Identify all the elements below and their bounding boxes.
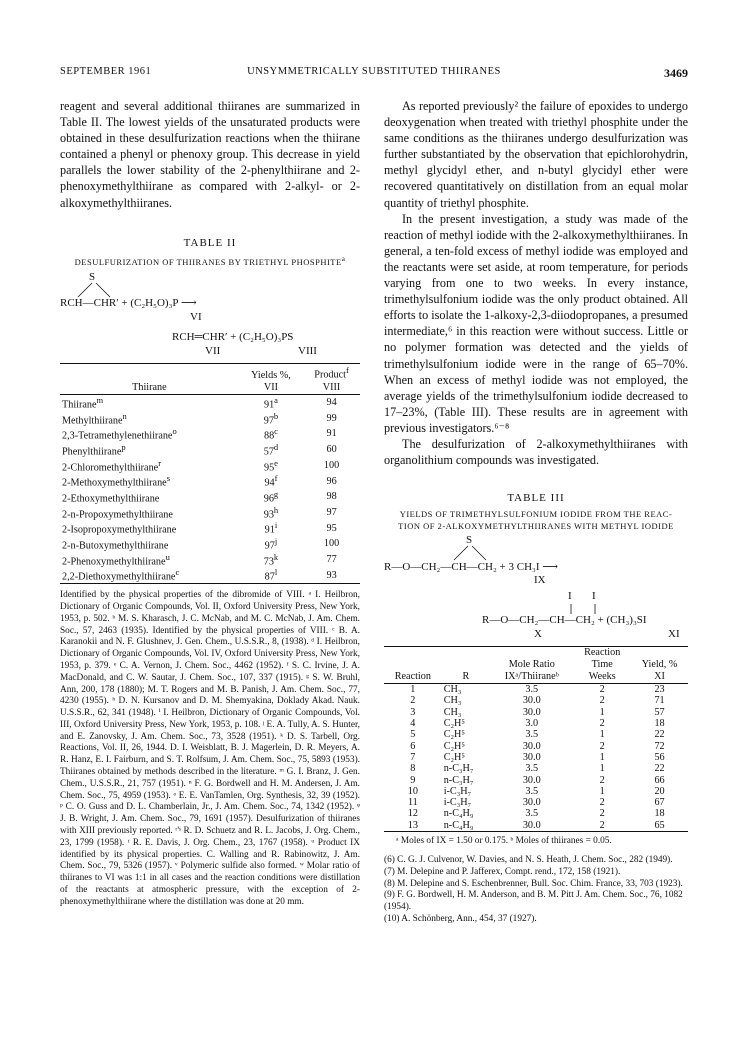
table-row: [384, 808, 688, 819]
table-row: [384, 718, 688, 729]
yield-xi: 72: [654, 740, 665, 752]
header-date: SEPTEMBER 1961: [60, 66, 152, 77]
table3-body: [384, 684, 688, 832]
reaction-weeks: 2: [599, 684, 605, 696]
yield-viii: 93: [326, 569, 337, 581]
right-paragraph-2: In the present investigation, a study was made of the reaction of methyl iodide with the 2-alkoxymethylthiiranes. In general, a ten-fold excess of methyl iodide was employed and the reactants were set aside, at room temperature, for periods varying from one to two weeks. In every instance, trimethylsulfonium iodide was the only product obtained. All efforts to isolate the 1-alkoxy-2,3-diiodopropanes, a presumed intermediate,⁶ in this reaction were without success. Little or no polymer formation was detected and the yields of trimethylsulfonium iodide were in the range of 65–70%. When an excess of methyl iodide was not employed, the average yields of the trimethylsulfonium iodide decreased to 17–23%, (Table III). These results are in agreement with previous investigators.⁶⁻⁸: [384, 211, 688, 435]
reaction-number: 4: [410, 718, 416, 730]
mole-ratio: 3.5: [525, 684, 539, 696]
table-row: [384, 695, 688, 706]
r-group: C₂H⁵: [443, 729, 465, 741]
table3: [384, 646, 688, 832]
mole-ratio: 30.0: [522, 740, 541, 752]
r-group: CH₃: [443, 695, 462, 707]
thiirane-name: Phenylthiirane$^p$: [62, 441, 126, 458]
yield-xi: 18: [654, 808, 665, 820]
yield-xi: 66: [654, 774, 665, 786]
table-row: [384, 752, 688, 763]
reaction-number: 6: [410, 740, 416, 752]
table2-reaction-scheme: [60, 269, 360, 359]
thiirane-name: 2,3-Tetramethylenethiirane$^o$: [62, 426, 177, 442]
table-row: [60, 489, 360, 505]
references: [384, 855, 688, 926]
yield-vii: 87$^l$: [264, 567, 278, 583]
thiirane-name: 2,2-Diethoxymethylthiirane$^c$: [62, 567, 180, 583]
yield-vii: 88$^c$: [263, 426, 278, 442]
table-row: [60, 520, 360, 536]
left-paragraph: reagent and several additional thiiranes are summarized in Table II. The lowest yields of the unsaturated products were obtained in these desulfurization reactions when the thiirane contained a phenyl or phenoxy group. This decrease in yield parallels the lower stability of the 2-phenylthiirane and 2-phenoxymethylthiirane as compared with 2-alkyl- or 2-alkoxymethylthiiranes.: [60, 99, 360, 210]
mole-ratio: 3.5: [525, 785, 539, 797]
table3-col-time: Reaction Time Weeks: [573, 647, 631, 684]
yield-xi: 23: [654, 684, 665, 696]
rxn2-reactant: RCH—CHR′ + (C₂H₅O)₃P ⟶: [60, 297, 197, 310]
reference-item: (10) A. Schönberg, Ann., 454, 37 (1927).: [384, 914, 537, 924]
reaction-weeks: 2: [599, 695, 605, 707]
mole-ratio: 30.0: [522, 751, 541, 763]
reaction-weeks: 2: [599, 718, 605, 730]
mole-ratio: 3.5: [525, 763, 539, 775]
r-group: n-C₄H₉: [443, 808, 474, 820]
yield-xi: 57: [654, 706, 665, 718]
thiirane-name: Thiirane$^m$: [62, 394, 104, 411]
yield-xi: 71: [654, 695, 665, 707]
rxn2-product: RCH═CHR′ + (C₂H₅O)₃PS: [172, 331, 294, 344]
yield-viii: 97: [326, 506, 337, 518]
table-row: [384, 707, 688, 718]
reaction-number: 1: [410, 684, 416, 696]
table-row: [60, 458, 360, 474]
table3-reaction-scheme: [384, 534, 688, 641]
table-row: [60, 536, 360, 552]
mole-ratio: 3.5: [525, 808, 539, 820]
reaction-weeks: 2: [599, 819, 605, 831]
yield-xi: 65: [654, 819, 665, 831]
table2-col-thiirane: Thiirane: [60, 364, 239, 394]
reaction-number: 2: [410, 695, 416, 707]
table3-col-ratio: Mole Ratio IXᵃ/Thiiraneᵇ: [490, 647, 573, 684]
table3-header-row: [384, 647, 688, 684]
yield-viii: 100: [323, 459, 340, 471]
rxn3-sulfur: S: [466, 534, 473, 547]
yield-xi: 18: [654, 718, 665, 730]
reaction-number: 11: [407, 797, 418, 809]
table-row: [384, 775, 688, 786]
right-paragraph-1: As reported previously² the failure of epoxides to undergo deoxygenation when treated with triethyl phosphite under the same conditions as the thiiranes undergo desulfurization was further substantiated by the observation that epichlorohydrin, methyl glycidyl ether, and n-butyl glycidyl ether were recovered quantitatively on distillation from an equal molar quantity of triethyl phosphite.: [384, 99, 688, 210]
table2-caption: DESULFURIZATION OF THIIRANES BY TRIETHYL PHOSPHITE$^a$: [74, 254, 346, 267]
thiirane-name: 2-Ethoxymethylthiirane: [62, 493, 160, 505]
left-column: [60, 98, 360, 909]
thiirane-name: 2-Methoxymethylthiirane$^s$: [62, 473, 170, 489]
r-group: C₂H⁵: [443, 751, 465, 763]
table3-col-reaction: Reaction: [384, 647, 442, 684]
reaction-number: 10: [407, 785, 418, 797]
mole-ratio: 3.5: [525, 729, 539, 741]
table2-header-row: [60, 364, 360, 394]
reaction-number: 13: [407, 819, 418, 831]
table-row: [60, 442, 360, 458]
r-group: n-C₃H₇: [443, 774, 474, 786]
yield-viii: 77: [326, 553, 337, 565]
yield-vii: 96$^g$: [263, 489, 279, 505]
reference-item: (7) M. Delepine and P. Jafferex, Compt. rend., 172, 158 (1921).: [384, 866, 621, 877]
yield-xi: 67: [654, 797, 665, 809]
yield-vii: 95e: [263, 457, 278, 474]
yield-xi: 22: [654, 729, 665, 741]
yield-viii: 99: [326, 412, 337, 424]
thiirane-name: 2-Isopropoxymethylthiirane: [62, 524, 177, 536]
r-group: CH₃: [443, 684, 462, 696]
table-row: [60, 411, 360, 427]
reaction-weeks: 1: [599, 751, 605, 763]
rxn2-sulfur: S: [89, 271, 96, 284]
table3-col-yield: Yield, % XI: [631, 647, 688, 684]
reaction-weeks: 1: [599, 763, 605, 775]
table-row: [60, 567, 360, 583]
yield-viii: 98: [326, 491, 337, 503]
reference-item: (9) F. G. Bordwell, H. M. Anderson, and B. M. Pitt J. Am. Chem. Soc., 76, 1082 (1954).: [384, 890, 683, 913]
table2-footnotes: Identified by the physical properties of the dibromide of VIII. ᵃ I. Heilbron, Dictionary of Organic Compounds, Vol. II, Oxford University Press, New York, 1953, p. 502. ᵇ M. S. Kharasch, J. C. McNab, and M. C. McNab, J. Am. Chem. Soc., 57, 2463 (1935). Identified by the physical properties of VIII. ᶜ B. A. Karanokii and N. F. Glushnev, J. Gen. Chem., U.S.S.R., 8, (1938). ᵈ I. Heilbron, Dictionary of Organic Compounds, Vol. IV, Oxford University Press, New York, 1953, p. 379. ᵉ C. A. Vernon, J. Chem. Soc., 4462 (1952). ᶠ S. C. Irvine, J. A. MacDonald, and C. W. Sautar, J. Chem. Soc., 107, 337 (1915). ᵍ S. W. Bruhl, Ann, 200, 178 (1880); M. T. Rogers and M. B. Panish, J. Am. Chem. Soc., 77, 4230 (1955). ʰ D. N. Kursanov and D. M. Shemyakina, Doklady Akad. Nauk. U.S.S.R., 62, 341 (1948). ⁱ I. Heilbron, Dictionary of Organic Compounds, Vol. III, Oxford University Press, New York, 1953, p. 108. ʲ E. A. Tully, A. S. Hunter, and E. Zanovsky, J. Am. Chem. Soc., 73, 3528 (1951). ᵏ D. S. Tarbell, Org. Reactions, Vol. II, 26, 1944. D. I. Weisblatt, B. J. Magerlein, D. R. Meyers, A. R. Hanz, E. I. Fairburn, and S. T. Rolfsum, J. Am. Chem. Soc., 75, 5893 (1953). Thiiranes obtained by methods described in the literature. ᵐ G. I. Branz, J. Gen. Chem., U.S.S.R., 21, 757 (1951). ⁿ F. G. Bordwell and H. M. Andersen, J. Am. Chem. Soc., 75, 4959 (1953). ᵒ E. E. VanTamlen, Org. Synthesis, 32, 39 (1952). ᵖ C. O. Guss and D. L. Chamberlain, Jr., J. Am. Chem. Soc., 74, 1342 (1952). ᵠ J. B. Wright, J. Am. Chem. Soc., 79, 1691 (1957). Desulfurization of thiiranes with XIII previously reported. ʳ'ˢ R. D. Schuetz and R. L. Jacobs, J. Org. Chem., 23, 1799 (1958). ᵗ R. E. Davis, J. Org. Chem., 23, 1767 (1958). ᵘ Product IX identified by its physical properties. C. Walling and R. Rabinowitz, J. Am. Chem. Soc., 79, 5326 (1957). ᵛ Polymeric sulfide also formed. ʷ Molar ratio of thiiranes to VI was 1:1 in all cases and the reaction conditions were distillation of the reactants at atmospheric pressure, with the exception of 2-phenoxymethylthiirane where the distillation was done at 20 mm.: [60, 590, 360, 907]
thiirane-name: Methylthiirane$^n$: [62, 410, 127, 426]
reaction-number: 5: [410, 729, 416, 741]
mole-ratio: 30.0: [522, 797, 541, 809]
reaction-number: 12: [407, 808, 418, 820]
reference-item: (6) C. G. J. Culvenor, W. Davies, and N. S. Heath, J. Chem. Soc., 282 (1949).: [384, 855, 673, 866]
reaction-number: 9: [410, 774, 416, 786]
r-group: C₂H⁵: [443, 740, 465, 752]
mole-ratio: 30.0: [522, 819, 541, 831]
table-row: [384, 729, 688, 740]
r-group: C₂H⁵: [443, 718, 465, 730]
reaction-weeks: 2: [599, 774, 605, 786]
yield-xi: 22: [654, 763, 665, 775]
rxn3-product-label-x: X: [534, 628, 542, 641]
table-row: [384, 763, 688, 774]
table-row: [60, 552, 360, 568]
yield-vii: 93$^h$: [263, 504, 279, 521]
rxn3-iodine-2: I: [592, 590, 596, 603]
page-number: 3469: [664, 66, 688, 80]
reaction-weeks: 1: [599, 706, 605, 718]
mole-ratio: 3.0: [525, 718, 539, 730]
yield-vii: 73$^k$: [263, 551, 279, 568]
yield-viii: 100: [323, 538, 340, 550]
reaction-weeks: 1: [599, 785, 605, 797]
mole-ratio: 30.0: [522, 706, 541, 718]
table3-title: TABLE III: [507, 492, 565, 505]
yield-xi: 20: [654, 785, 665, 797]
table-row: [384, 820, 688, 832]
rxn3-product-label-xi: XI: [668, 628, 680, 641]
rxn2-product-label-viii: VIII: [298, 345, 317, 358]
table3-col-r: R: [442, 647, 490, 684]
thiirane-name: 2-Phenoxymethylthiirane$^u$: [62, 551, 170, 568]
thiirane-name: 2-n-Propoxymethylthiirane: [62, 509, 173, 521]
table-row: [384, 797, 688, 808]
yield-vii: 94$^f$: [264, 473, 278, 489]
yield-viii: 96: [326, 475, 337, 487]
table2-body: [60, 394, 360, 583]
yield-vii: 97$^j$: [264, 536, 278, 552]
reaction-weeks: 2: [599, 740, 605, 752]
r-group: n-C₃H₇: [443, 763, 474, 775]
table2-col-yields: Yields %, VII: [239, 364, 303, 394]
thiirane-name: 2-n-Butoxymethylthiirane: [62, 540, 169, 552]
reaction-weeks: 2: [599, 797, 605, 809]
table-row: [384, 684, 688, 696]
yield-vii: 97$^b$: [263, 410, 279, 426]
yield-vii: 91$^a$: [263, 394, 278, 411]
yield-xi: 56: [654, 751, 665, 763]
reaction-number: 3: [410, 706, 416, 718]
running-header: [60, 66, 688, 84]
rxn3-reactant: R—O—CH₂—CH—CH₂ + 3 CH₃I ⟶: [384, 561, 559, 574]
thiirane-name: 2-Chloromethylthiirane$^r$: [62, 457, 162, 474]
table2-title: TABLE II: [183, 236, 237, 249]
table-row: [60, 426, 360, 442]
reference-item: (8) M. Delepine and S. Eschenbrenner, Bull. Soc. Chim. France, 33, 703 (1923).: [384, 878, 683, 889]
yield-viii: 60: [326, 444, 337, 456]
rxn3-product: R—O—CH₂—CH—CH₂ + (CH₃)₃SI: [482, 614, 647, 627]
r-group: CH₃: [443, 706, 462, 718]
mole-ratio: 30.0: [522, 695, 541, 707]
yield-viii: 91: [326, 428, 337, 440]
table3-footnote: ᵃ Moles of IX = 1.50 or 0.175. ᵇ Moles of thiiranes = 0.05.: [396, 836, 612, 847]
reaction-weeks: 1: [599, 729, 605, 741]
rxn3-reactant-label: IX: [534, 574, 546, 587]
right-paragraph-3: The desulfurization of 2-alkoxymethylthiiranes with organolithium compounds was investigated.: [384, 436, 688, 468]
yield-vii: 57$^d$: [263, 441, 279, 458]
yield-vii: 91$^i$: [264, 520, 278, 536]
table-row: [60, 473, 360, 489]
header-title: UNSYMMETRICALLY SUBSTITUTED THIIRANES: [247, 66, 501, 77]
r-group: i-C₃H₇: [443, 797, 472, 809]
table3-caption: YIELDS OF TRIMETHYLSULFONIUM IODIDE FROM THE REAC- TION OF 2-ALKOXYMETHYLTHIIRANES WITH METHYL IODIDE: [398, 509, 674, 532]
r-group: i-C₃H₇: [443, 785, 472, 797]
rxn2-reactant-label: VI: [190, 311, 202, 324]
mole-ratio: 30.0: [522, 774, 541, 786]
table-row: [384, 741, 688, 752]
reaction-weeks: 2: [599, 808, 605, 820]
table-row: [60, 394, 360, 410]
table2-col-product: Product$^f$ VIII: [303, 364, 360, 394]
rxn3-iodine-1: I: [568, 590, 572, 603]
right-column: [384, 98, 688, 926]
yield-viii: 94: [326, 397, 337, 409]
table-row: [60, 505, 360, 521]
table-row: [384, 786, 688, 797]
reaction-number: 7: [410, 751, 416, 763]
rxn2-product-label-vii: VII: [205, 345, 221, 358]
r-group: n-C₄H₉: [443, 819, 474, 831]
yield-viii: 95: [326, 522, 337, 534]
reaction-number: 8: [410, 763, 416, 775]
table2: [60, 363, 360, 584]
